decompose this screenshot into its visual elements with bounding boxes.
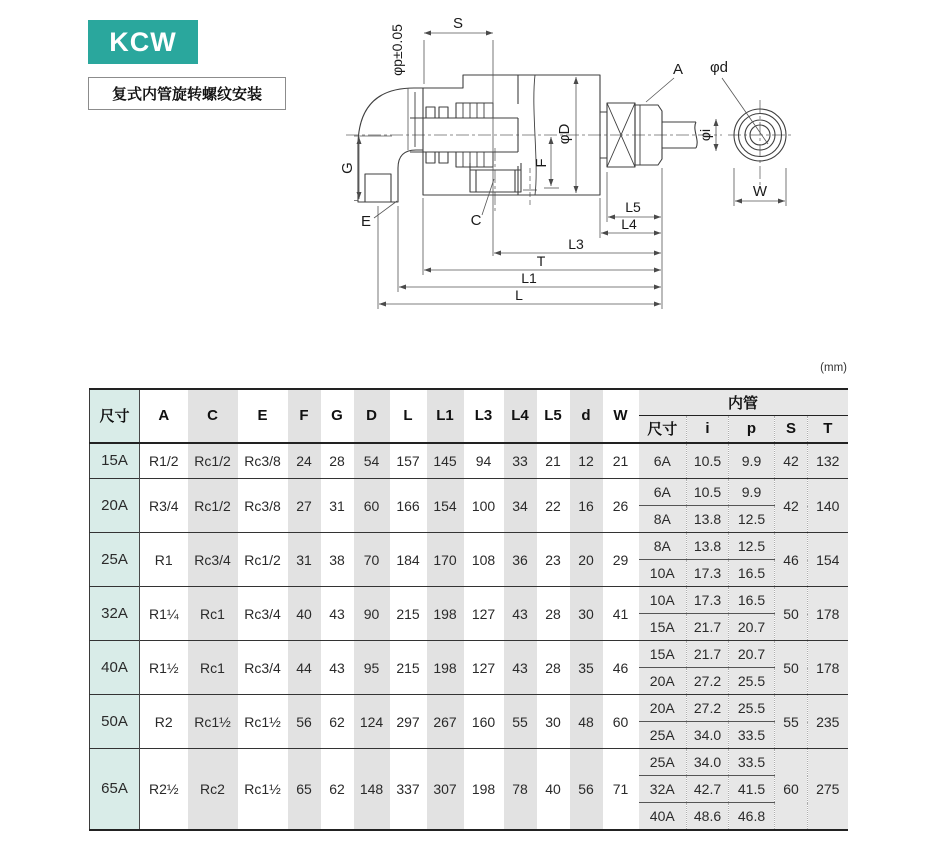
table-row bbox=[90, 443, 848, 479]
cell: Rc3/8 bbox=[244, 452, 281, 469]
cell: 94 bbox=[475, 452, 492, 469]
inner-col-header-T: T bbox=[808, 416, 848, 443]
bearing-bottom-ticks bbox=[463, 152, 484, 167]
cell: 30 bbox=[570, 587, 603, 641]
cell: 154 bbox=[427, 479, 464, 533]
cell: 127 bbox=[471, 605, 496, 622]
cell: Rc1/2 bbox=[244, 551, 281, 568]
cell: 20.7 bbox=[729, 641, 775, 668]
cell: 50 bbox=[775, 587, 808, 641]
col-header-d: d bbox=[570, 389, 603, 443]
cell: 108 bbox=[471, 551, 496, 568]
size-cell: 15A bbox=[90, 443, 140, 479]
cell: 10.5 bbox=[687, 443, 729, 479]
cell: 166 bbox=[396, 497, 420, 514]
cell: Rc1/2 bbox=[188, 479, 238, 533]
cell: 33.5 bbox=[729, 749, 775, 776]
cell: 170 bbox=[427, 533, 464, 587]
cell: 38 bbox=[329, 551, 345, 568]
cell: 34.0 bbox=[687, 722, 729, 749]
row-group-25A bbox=[90, 533, 848, 587]
table-row bbox=[90, 533, 848, 560]
cell: 17.3 bbox=[687, 560, 729, 587]
cell: 145 bbox=[427, 443, 464, 479]
cell: 56 bbox=[288, 695, 321, 749]
cell: 43 bbox=[504, 587, 537, 641]
inner-size-cell: 8A bbox=[639, 533, 687, 560]
dim-label-l5: L5 bbox=[625, 199, 641, 215]
col-header-L: L bbox=[403, 407, 413, 425]
cell: 16.5 bbox=[729, 587, 775, 614]
col-header-L1: L1 bbox=[427, 389, 464, 443]
cell: 42.7 bbox=[687, 776, 729, 803]
size-cell: 25A bbox=[90, 533, 140, 587]
cell: 148 bbox=[354, 749, 390, 830]
cell: Rc1 bbox=[188, 641, 238, 695]
inner-col-header-i: i bbox=[687, 416, 729, 443]
cell: 12.5 bbox=[729, 506, 775, 533]
cell: 178 bbox=[808, 641, 848, 695]
cell: 13.8 bbox=[687, 533, 729, 560]
cell: Rc1½ bbox=[244, 713, 281, 730]
size-cell: 50A bbox=[90, 695, 140, 749]
col-header-W: W bbox=[613, 407, 628, 425]
cell: 70 bbox=[354, 533, 390, 587]
cell: 198 bbox=[427, 587, 464, 641]
cell: 30 bbox=[545, 713, 561, 730]
cell: 198 bbox=[427, 641, 464, 695]
cell: 31 bbox=[329, 497, 345, 514]
cell: 20.7 bbox=[729, 614, 775, 641]
row-group-65A bbox=[90, 749, 848, 830]
seal-gland bbox=[439, 107, 448, 118]
cell: 43 bbox=[329, 605, 345, 622]
col-header-L3: L3 bbox=[474, 407, 493, 425]
technical-drawing bbox=[330, 0, 810, 335]
cell: 12 bbox=[570, 443, 603, 479]
row-group-50A bbox=[90, 695, 848, 749]
cell: R1¼ bbox=[148, 605, 179, 622]
cell: 21.7 bbox=[687, 641, 729, 668]
inner-size-cell: 10A bbox=[639, 587, 687, 614]
table-header bbox=[90, 389, 848, 443]
cell: R2 bbox=[154, 713, 173, 730]
cell: 25.5 bbox=[729, 668, 775, 695]
cell: 21 bbox=[545, 452, 561, 469]
cell: 27.2 bbox=[687, 695, 729, 722]
cell: 157 bbox=[396, 452, 420, 469]
bearing-bottom bbox=[456, 152, 493, 167]
inner-tube-group-header: 内管 bbox=[639, 389, 848, 416]
cell: Rc3/4 bbox=[188, 533, 238, 587]
seal-gland bbox=[426, 107, 435, 118]
product-series-badge: KCW bbox=[88, 20, 198, 64]
cell: 60 bbox=[354, 479, 390, 533]
table-row bbox=[90, 479, 848, 506]
cell: 40 bbox=[545, 780, 561, 797]
cell: 41 bbox=[612, 605, 629, 622]
dim-label-phi-p: φp±0.05 bbox=[389, 24, 405, 76]
col-header-F: F bbox=[288, 389, 321, 443]
elbow-thread-bore bbox=[365, 174, 391, 202]
cell: 16.5 bbox=[729, 560, 775, 587]
cell: 28 bbox=[329, 452, 345, 469]
cell: 178 bbox=[808, 587, 848, 641]
cell: Rc3/4 bbox=[244, 605, 281, 622]
cell: 20 bbox=[570, 533, 603, 587]
inner-col-header-size: 尺寸 bbox=[639, 416, 687, 443]
seal-gland bbox=[439, 152, 448, 163]
dim-label-s: S bbox=[452, 15, 464, 32]
cell: 54 bbox=[354, 443, 390, 479]
inner-size-cell: 20A bbox=[639, 695, 687, 722]
inner-size-cell: 25A bbox=[639, 749, 687, 776]
dim-label-t: T bbox=[536, 253, 546, 269]
dim-label-e: E bbox=[360, 213, 372, 230]
inner-size-cell: 32A bbox=[639, 776, 687, 803]
inner-size-cell: 40A bbox=[639, 803, 687, 830]
bearing-top-ticks bbox=[463, 103, 484, 118]
row-group-32A bbox=[90, 587, 848, 641]
cell: 35 bbox=[570, 641, 603, 695]
size-cell: 32A bbox=[90, 587, 140, 641]
cell: 16 bbox=[570, 479, 603, 533]
dim-label-l3: L3 bbox=[568, 236, 584, 252]
cell: 184 bbox=[396, 551, 420, 568]
cell: 55 bbox=[775, 695, 808, 749]
inner-col-header-S: S bbox=[775, 416, 808, 443]
cell: R2½ bbox=[148, 780, 179, 797]
inner-size-cell: 15A bbox=[639, 614, 687, 641]
cell: 22 bbox=[545, 497, 561, 514]
cell: Rc2 bbox=[188, 749, 238, 830]
cell: 23 bbox=[545, 551, 561, 568]
cell: 215 bbox=[396, 659, 420, 676]
cell: 56 bbox=[570, 749, 603, 830]
dim-label-c: C bbox=[470, 212, 482, 229]
col-header-E: E bbox=[257, 407, 268, 425]
col-header-D: D bbox=[354, 389, 390, 443]
dim-label-l1: L1 bbox=[521, 270, 537, 286]
cell: 60 bbox=[775, 749, 808, 830]
inner-size-cell: 8A bbox=[639, 506, 687, 533]
row-group-20A bbox=[90, 479, 848, 533]
dim-label-a: A bbox=[672, 61, 684, 78]
cell: 44 bbox=[288, 641, 321, 695]
cell: 95 bbox=[354, 641, 390, 695]
cell: 40 bbox=[288, 587, 321, 641]
dimension-table bbox=[89, 388, 848, 831]
cell: 307 bbox=[427, 749, 464, 830]
cell: R1/2 bbox=[148, 452, 179, 469]
cell: 100 bbox=[471, 497, 496, 514]
cell: 43 bbox=[504, 641, 537, 695]
cell: 27 bbox=[288, 479, 321, 533]
cell: Rc3/8 bbox=[244, 497, 281, 514]
cell: 132 bbox=[808, 443, 848, 479]
cell: 65 bbox=[288, 749, 321, 830]
cell: 28 bbox=[545, 659, 561, 676]
size-cell: 40A bbox=[90, 641, 140, 695]
inner-size-cell: 6A bbox=[639, 443, 687, 479]
cell: 27.2 bbox=[687, 668, 729, 695]
dim-label-w: W bbox=[752, 183, 768, 200]
cell: 235 bbox=[808, 695, 848, 749]
col-header-G: G bbox=[331, 407, 343, 425]
cell: 46 bbox=[775, 533, 808, 587]
cell: 71 bbox=[612, 780, 629, 797]
cell: 34 bbox=[504, 479, 537, 533]
col-header-L5: L5 bbox=[544, 407, 562, 425]
inner-size-cell: 20A bbox=[639, 668, 687, 695]
cell: 46.8 bbox=[729, 803, 775, 830]
cell: 17.3 bbox=[687, 587, 729, 614]
cell: 62 bbox=[329, 713, 345, 730]
dim-label-phi-i: φi bbox=[697, 128, 713, 142]
cell: 34.0 bbox=[687, 749, 729, 776]
cell: 21 bbox=[612, 452, 629, 469]
cell: 78 bbox=[504, 749, 537, 830]
cell: 160 bbox=[471, 713, 496, 730]
inner-size-cell: 15A bbox=[639, 641, 687, 668]
cell: 48.6 bbox=[687, 803, 729, 830]
cell: 12.5 bbox=[729, 533, 775, 560]
cell: 9.9 bbox=[729, 443, 775, 479]
cell: 55 bbox=[504, 695, 537, 749]
cell: 21.7 bbox=[687, 614, 729, 641]
table-row bbox=[90, 641, 848, 668]
cell: R3/4 bbox=[148, 497, 179, 514]
col-header-A: A bbox=[158, 407, 170, 425]
cell: 62 bbox=[329, 780, 345, 797]
table-row bbox=[90, 749, 848, 776]
cell: 13.8 bbox=[687, 506, 729, 533]
seal-gland bbox=[426, 152, 435, 163]
cell: 42 bbox=[775, 443, 808, 479]
cell: 48 bbox=[570, 695, 603, 749]
inner-size-cell: 25A bbox=[639, 722, 687, 749]
cell: 33 bbox=[504, 443, 537, 479]
cell: 31 bbox=[288, 533, 321, 587]
table-row bbox=[90, 587, 848, 614]
col-header-size: 尺寸 bbox=[90, 389, 140, 443]
cell: Rc1½ bbox=[188, 695, 238, 749]
inner-col-header-p: p bbox=[729, 416, 775, 443]
cell: 26 bbox=[612, 497, 629, 514]
dim-label-f: F bbox=[533, 158, 550, 168]
cell: 9.9 bbox=[729, 479, 775, 506]
cell: R1 bbox=[154, 551, 173, 568]
cell: 275 bbox=[808, 749, 848, 830]
cell: Rc3/4 bbox=[244, 659, 281, 676]
inner-size-cell: 10A bbox=[639, 560, 687, 587]
bearing-top bbox=[456, 103, 493, 118]
cell: 215 bbox=[396, 605, 420, 622]
cell: 297 bbox=[396, 713, 420, 730]
cell: 28 bbox=[545, 605, 561, 622]
cell: 33.5 bbox=[729, 722, 775, 749]
cell: 198 bbox=[471, 780, 496, 797]
cell: 50 bbox=[775, 641, 808, 695]
dim-label-l: L bbox=[515, 287, 523, 303]
cell: 127 bbox=[471, 659, 496, 676]
cell: Rc1 bbox=[188, 587, 238, 641]
col-header-L4: L4 bbox=[504, 389, 537, 443]
dim-label-g: G bbox=[339, 162, 356, 174]
cell: 41.5 bbox=[729, 776, 775, 803]
col-header-C: C bbox=[188, 389, 238, 443]
cell: R1½ bbox=[148, 659, 179, 676]
dim-label-phi-d: φd bbox=[709, 59, 729, 76]
unit-note: (mm) bbox=[820, 362, 847, 374]
cell: 267 bbox=[427, 695, 464, 749]
cell: 29 bbox=[612, 551, 629, 568]
cell: 124 bbox=[354, 695, 390, 749]
dim-label-l4: L4 bbox=[621, 216, 637, 232]
size-cell: 65A bbox=[90, 749, 140, 830]
cell: 43 bbox=[329, 659, 345, 676]
dim-label-phi-big-d: φD bbox=[556, 123, 573, 145]
cell: 337 bbox=[396, 780, 420, 797]
cell: Rc1/2 bbox=[188, 443, 238, 479]
cell: 25.5 bbox=[729, 695, 775, 722]
row-group-40A bbox=[90, 641, 848, 695]
cell: 46 bbox=[612, 659, 629, 676]
cell: 60 bbox=[612, 713, 629, 730]
cell: 24 bbox=[288, 443, 321, 479]
cell: Rc1½ bbox=[244, 780, 281, 797]
cell: 90 bbox=[354, 587, 390, 641]
cell: 10.5 bbox=[687, 479, 729, 506]
size-cell: 20A bbox=[90, 479, 140, 533]
cell: 36 bbox=[504, 533, 537, 587]
cell: 140 bbox=[808, 479, 848, 533]
mount-type-label: 复式内管旋转螺纹安装 bbox=[88, 77, 286, 110]
table-row bbox=[90, 695, 848, 722]
cell: 42 bbox=[775, 479, 808, 533]
cell: 154 bbox=[808, 533, 848, 587]
inner-size-cell: 6A bbox=[639, 479, 687, 506]
row-group-15A bbox=[90, 443, 848, 479]
